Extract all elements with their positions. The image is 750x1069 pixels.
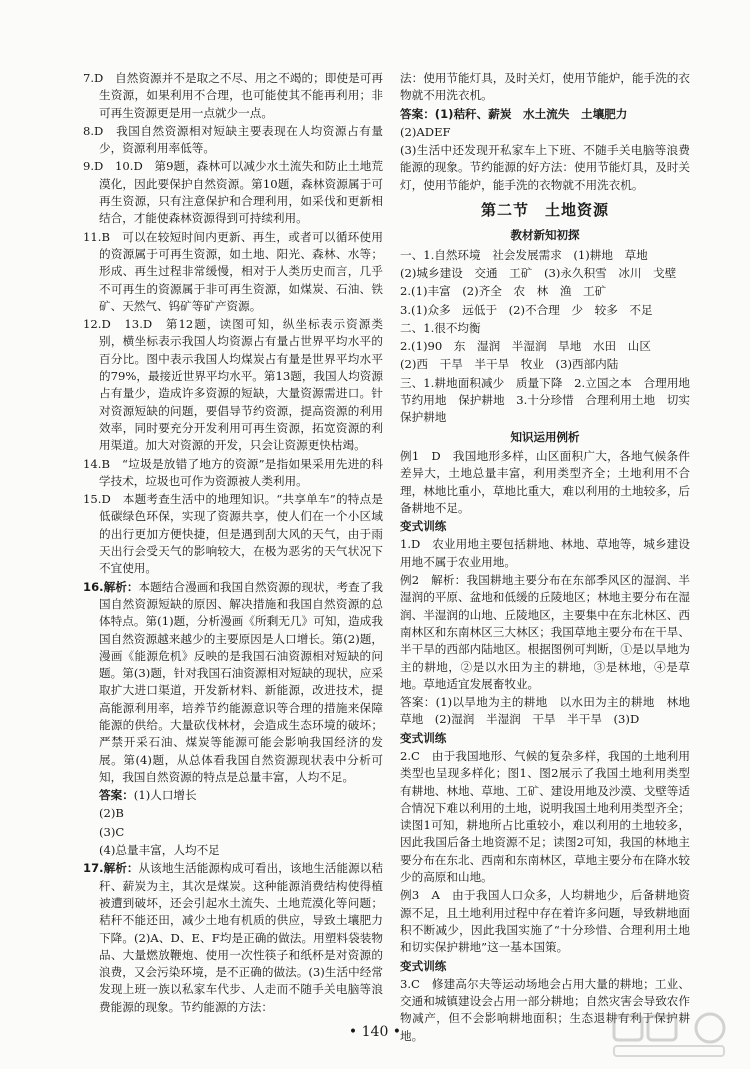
q16-answer-1: (1)人口增长 bbox=[133, 788, 197, 803]
answer-8: 8.D 我国自然资源相对短缺主要表现在人均资源占有量少，资源利用率低等。 bbox=[83, 123, 383, 156]
knowledge-line-3: 2.(1)丰富 (2)齐全 农 林 渔 工矿 bbox=[400, 284, 607, 299]
answer-14: 14.B “垃圾是放错了地方的资源”是指如果采用先进的科学技术，垃圾也可作为资源被人类利用。 bbox=[83, 456, 383, 488]
knowledge-line-8: 三、1.耕地面积减少 质量下降 2.立国之本 合理用地 节约用地 保护耕地 3.十分珍惜 合理利用土地 切实保护耕地 bbox=[400, 375, 702, 425]
answer-17 bbox=[83, 860, 383, 1016]
subsection-application: 知识运用例析 bbox=[510, 429, 580, 444]
knowledge-line-7: (2)西 干旱 半干旱 牧业 (3)西部内陆 bbox=[400, 357, 619, 372]
q16-answer-label: 答案： bbox=[99, 788, 134, 803]
knowledge-line-2: (2)城乡建设 交通 工矿 (3)永久积雪 冰川 戈壁 bbox=[400, 265, 677, 280]
knowledge-line-5: 二、1.很不均衡 bbox=[400, 320, 481, 335]
q16-text: 本题结合漫画和我国自然资源的现状，考查了我国自然资源短缺的原因、解决措施和我国自然资源的总体特点。第(1)题，分析漫画《所剩无几》可知，造成我国自然资源越来越少的主要原因是人口增长。第(2)题，漫画《能源危机》反映的是我国石油资源相对短缺的问题。第(3)题，针对我国石油资源相对短缺的现状，应采取扩大进口渠道，开发新材料、新能源，改进技术，提高能源利用率，培养节约能源意识等合理的措施来保障能源的供给。大量砍伐林材，会造成生态环境的破坏；严禁开采石油、煤炭等能源可能会影响我国经济的发展。第(4)题，从总体看我国自然资源现状表中分析可知，我国自然资源的特点是总量丰富，人均不足。 bbox=[99, 579, 383, 784]
example-2-answer: 答案：(1)以旱地为主的耕地 以水田为主的耕地 林地 草地 (2)湿润 半湿润 干旱 半干旱 (3)D bbox=[400, 695, 702, 727]
q16-label: 16.解析： bbox=[83, 579, 139, 594]
answer-15: 15.D 本题考查生活中的地理知识。“共享单车”的特点是低碳绿色环保，实现了资源共享，使人们在一个小区域的出行更加方便快捷，但是遇到刮大风的天气，由于雨天出行会受天气的影响较大，在极为恶劣的天气状况下不宜使用。 bbox=[83, 492, 383, 576]
q17-answer-2: (2)ADEF bbox=[400, 124, 451, 139]
training-3: 3.C 修建高尔夫等运动场地会占用大量的耕地；工业、交通和城镇建设会占用一部分耕地；自然灾害会导致农作物减产，但不会影响耕地面积；生态退耕有利于保护耕地。 bbox=[400, 976, 690, 1043]
q16-answer-2: (2)B bbox=[99, 806, 124, 821]
q17-answer-3: (3)生活中还发现开私家车上下班、不随手关电脑等浪费能源的现象。节约能源的好方法：使用节能灯具，及时关灯，使用节能炉，能手洗的衣物就不用洗衣机。 bbox=[400, 143, 690, 192]
page-number: • 140 • bbox=[348, 1024, 402, 1040]
subsection-new-knowledge: 教材新知初探 bbox=[510, 228, 580, 243]
answer-9-10: 9.D 10.D 第9题，森林可以减少水土流失和防止土地荒漠化，因此要保护自然资源。第10题，森林资源属于可再生资源，只有注意保护和合理利用，如采伐和更新相结合，才能使森林资源得到可持续利用。 bbox=[83, 159, 383, 226]
watermark-logo-icon bbox=[610, 1010, 730, 1060]
q16-answer-3: (3)C bbox=[99, 824, 125, 839]
q17-text: 从该地生活能源构成可看出，该地生活能源以秸秆、薪炭为主，其次是煤炭。这种能源消费结构使得植被遭到破坏，还会引起水土流失、土地荒漠化等问题；秸秆不能还田，减少土地有机质的供应，导致土壤肥力下降。(2)A、D、E、F均是正确的做法。用塑料袋装物品、大量燃放鞭炮、使用一次性筷子和纸杯是对资源的浪费，又会污染环境，是不正确的做法。(3)生活中经常发现上班一族以私家车代步、人走而不随手关电脑等浪费能源的现象。节约能源的方法： bbox=[99, 861, 383, 1014]
training-3-title: 变式训练 bbox=[400, 958, 447, 973]
example-3: 例3 A 由于我国人口众多，人均耕地少，后备耕地资源不足，且土地利用过程中存在着许多问题，导致耕地面积不断减少，因此我国实施了“十分珍惜、合理利用土地和切实保护耕地”这一基本国策。 bbox=[400, 888, 690, 955]
answer-16 bbox=[83, 579, 383, 787]
q17-answer-1: 答案：(1)秸秆、薪炭 水土流失 土壤肥力 bbox=[400, 106, 628, 121]
knowledge-line-4: 3.(1)众多 远低于 (2)不合理 少 较多 不足 bbox=[400, 302, 653, 317]
training-1-title: 变式训练 bbox=[400, 519, 447, 534]
right-column bbox=[400, 70, 702, 1046]
q16-answers bbox=[83, 787, 383, 859]
answer-12-13: 12.D 13.D 第12题，读图可知，纵坐标表示资源类别，横坐标表示我国人均资源占有量占世界平均水平的百分比。图中表示我国人均煤炭占有量是世界平均水平的79%，最接近世界平均水平。第13题，我国人均资源占有量少，造成许多资源的短缺，大量资源需进口。针对资源短缺的问题，要倡导节约资源，提高资源的利用效率，同时要充分开发利用可再生资源，拓宽资源的利用渠道。加大对资源的开发，只会让资源更快枯竭。 bbox=[83, 317, 383, 453]
example-1: 例1 D 我国地形多样，山区面积广大，各地气候条件差异大，土地总量丰富，利用类型齐全；土地利用不合理，林地比重小，草地比重大，难以利用的土地较多，后备耕地不足。 bbox=[400, 448, 690, 515]
training-2-title: 变式训练 bbox=[400, 730, 447, 745]
training-1: 1.D 农业用地主要包括耕地、林地、草地等，城乡建设用地不属于农业用地。 bbox=[400, 537, 690, 569]
example-2: 例2 解析：我国耕地主要分布在东部季风区的湿润、半湿润的平原、盆地和低缓的丘陵地区；林地主要分布在湿润、半湿润的山地、丘陵地区，主要集中在东北林区、西南林区和东南林区三大林区；我国草地主要分布在干旱、半干旱的西部内陆地区。根据图例可判断，①是以旱地为主的耕地，②是以水田为主的耕地，③是林地，④是草地。草地适宜发展畜牧业。 bbox=[400, 573, 690, 691]
knowledge-line-1: 一、1.自然环境 社会发展需求 (1)耕地 草地 bbox=[400, 247, 648, 262]
knowledge-line-6: 2.(1)90 东 湿润 半湿润 旱地 水田 山区 bbox=[400, 339, 651, 354]
answer-11: 11.B 可以在较短时间内更新、再生，或者可以循环使用的资源属于可再生资源，如土地、阳光、森林、水等；形成、再生过程非常缓慢，相对于人类历史而言，几乎不可再生的资源属于非可再生资源，如煤炭、石油、铁矿、天然气、钨矿等矿产资源。 bbox=[83, 229, 383, 313]
q17-label: 17.解析： bbox=[83, 861, 139, 876]
left-column bbox=[83, 70, 383, 1017]
training-2: 2.C 由于我国地形、气候的复杂多样，我国的土地利用类型也呈现多样化；图1、图2展示了我国土地利用类型有耕地、林地、草地、工矿、建设用地及沙漠、戈壁等适合情况下难以利用的土地，说明我国土地利用类型齐全；读图1可知，耕地所占比重较小，难以利用的土地较多，因此我国后备土地资源不足；读图2可知，我国的林地主要分布在东北、西南和东南林区，草地主要分布在降水较少的高原和山地。 bbox=[400, 748, 690, 885]
q16-answer-4: (4)总量丰富，人均不足 bbox=[99, 843, 220, 858]
section-title: 第二节 土地资源 bbox=[480, 201, 609, 220]
answer-7: 7.D 自然资源并不是取之不尽、用之不竭的；即使是可再生资源，如果利用不合理，也可能使其不能再利用；非可再生资源更是用一点就少一点。 bbox=[83, 71, 383, 120]
q17-continued: 法：使用节能灯具，及时关灯，使用节能炉，能手洗的衣物就不用洗衣机。 bbox=[400, 71, 690, 103]
